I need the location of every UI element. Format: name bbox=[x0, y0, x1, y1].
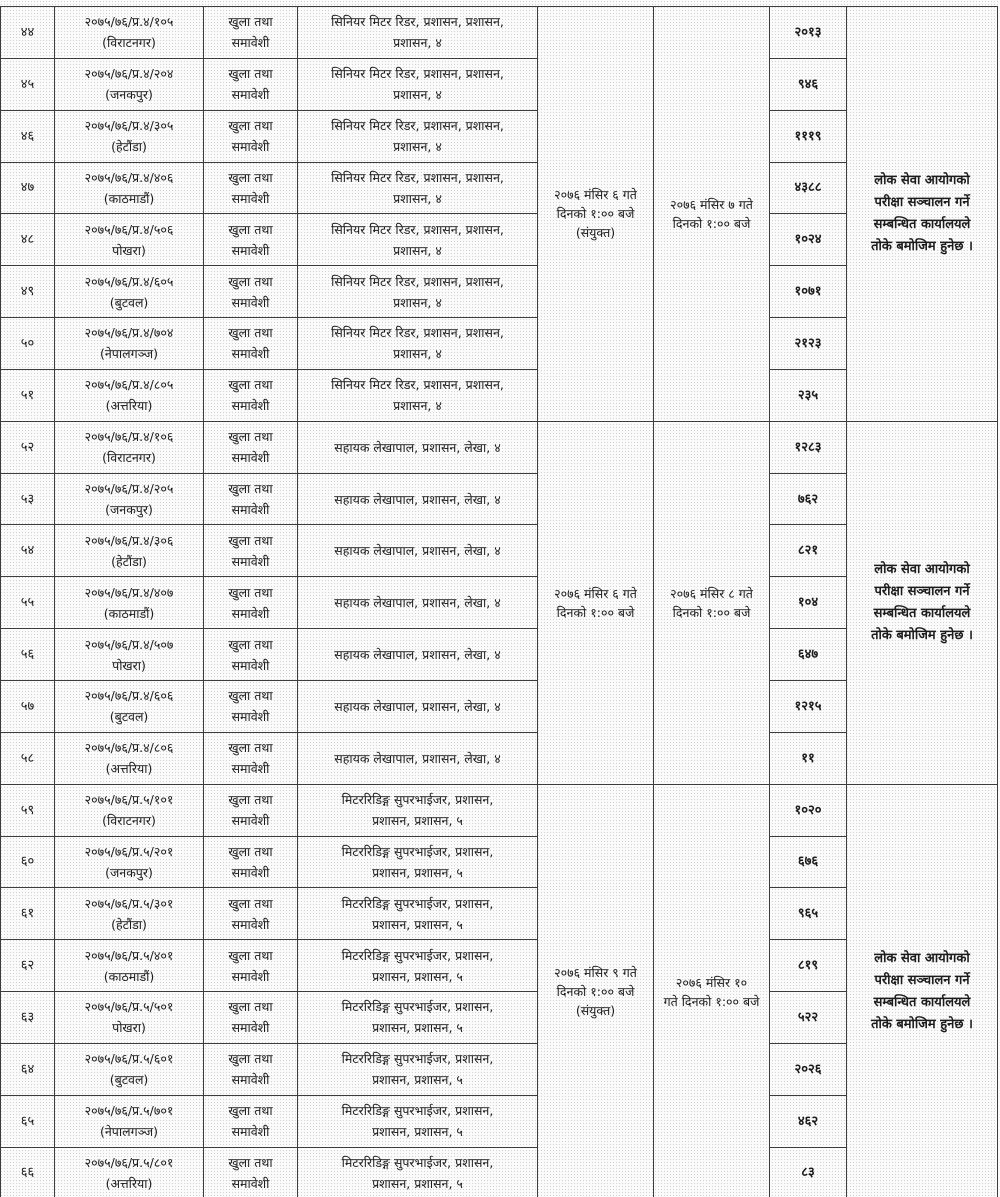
cell-line: समावेशी bbox=[231, 35, 270, 51]
cell-line: (बुटवल) bbox=[109, 709, 149, 725]
applicant-count-cell: ८२१ bbox=[770, 525, 847, 577]
cell-line: २०७५/७६/प्र.५/३०१ bbox=[84, 895, 174, 911]
cell-line: लोक सेवा आयोगको bbox=[874, 561, 970, 577]
cell-line: तोके बमोजिम हुनेछ । bbox=[871, 627, 973, 643]
advertisement-code-cell bbox=[55, 1147, 204, 1197]
cell-line: सम्बन्धित कार्यालयले bbox=[873, 994, 971, 1010]
applicant-count-cell: ४६२ bbox=[770, 1095, 847, 1147]
cell-line: समावेशी bbox=[231, 1124, 270, 1140]
advertisement-code-cell bbox=[55, 784, 204, 836]
cell-line: खुला तथा bbox=[228, 947, 273, 963]
cell-line: २०७५/७६/प्र.५/६०१ bbox=[84, 1051, 174, 1067]
cell-line: सिनियर मिटर रिडर, प्रशासन, प्रशासन, bbox=[331, 221, 504, 237]
cell-line: प्रशासन, ४ bbox=[393, 35, 442, 51]
cell-line: समावेशी bbox=[231, 657, 270, 673]
cell-line: प्रशासन, प्रशासन, ५ bbox=[372, 813, 463, 829]
table-row bbox=[1, 421, 998, 473]
cell-line: २०७५/७६/प्र.४/८०६ bbox=[84, 740, 174, 756]
applicant-count-cell: १०४ bbox=[770, 577, 847, 629]
competition-type-cell bbox=[204, 318, 298, 370]
competition-type-cell bbox=[204, 58, 298, 110]
cell-line: खुला तथा bbox=[228, 377, 273, 393]
competition-type-cell bbox=[204, 940, 298, 992]
cell-line: खुला तथा bbox=[228, 325, 273, 341]
written-exam-date-cell bbox=[538, 7, 654, 422]
cell-line: २०७६ मंसिर ९ गते bbox=[554, 965, 637, 981]
applicant-count-cell: १११९ bbox=[770, 110, 847, 162]
advertisement-code-cell bbox=[55, 421, 204, 473]
cell-line: २०७६ मंसिर १० bbox=[675, 974, 748, 990]
competition-type-cell bbox=[204, 266, 298, 318]
serial-number-cell: ५८ bbox=[1, 732, 55, 784]
cell-line: समावेशी bbox=[231, 553, 270, 569]
cell-line: सहायक लेखापाल, प्रशासन, लेखा, ४ bbox=[334, 595, 501, 611]
cell-line: समावेशी bbox=[231, 450, 270, 466]
cell-line: (विराटनगर) bbox=[102, 35, 156, 51]
cell-line: (जनकपुर) bbox=[105, 502, 153, 518]
cell-line: (विराटनगर) bbox=[102, 813, 156, 829]
cell-line: (संयुक्त) bbox=[575, 225, 616, 241]
post-name-cell bbox=[298, 214, 538, 266]
cell-line: (विराटनगर) bbox=[102, 450, 156, 466]
post-name-cell bbox=[298, 7, 538, 59]
competition-type-cell bbox=[204, 732, 298, 784]
advertisement-code-cell bbox=[55, 525, 204, 577]
advertisement-code-cell bbox=[55, 992, 204, 1044]
cell-line: खुला तथा bbox=[228, 740, 273, 756]
cell-line: २०७६ मंसिर ८ गते bbox=[670, 585, 753, 601]
cell-line: प्रशासन, प्रशासन, ५ bbox=[372, 916, 463, 932]
table-body bbox=[1, 7, 998, 1197]
second-exam-date-cell bbox=[654, 7, 770, 422]
cell-line: २०७५/७६/प्र.४/१०६ bbox=[84, 429, 174, 445]
advertisement-code-cell bbox=[55, 58, 204, 110]
cell-line: मिटररिडिङ्ग सुपरभाईजर, प्रशासन, bbox=[341, 843, 494, 859]
cell-line: मिटररिडिङ्ग सुपरभाईजर, प्रशासन, bbox=[341, 792, 494, 808]
cell-line: (हेटौंडा) bbox=[111, 916, 147, 932]
applicant-count-cell: ६४७ bbox=[770, 629, 847, 681]
serial-number-cell: ५२ bbox=[1, 421, 55, 473]
post-name-cell bbox=[298, 888, 538, 940]
advertisement-code-cell bbox=[55, 266, 204, 318]
post-name-cell bbox=[298, 732, 538, 784]
advertisement-code-cell bbox=[55, 214, 204, 266]
advertisement-code-cell bbox=[55, 577, 204, 629]
post-name-cell bbox=[298, 992, 538, 1044]
cell-line: प्रशासन, ४ bbox=[393, 346, 442, 362]
cell-line: सम्बन्धित कार्यालयले bbox=[873, 605, 971, 621]
cell-line: २०७५/७६/प्र.५/७०१ bbox=[84, 1103, 174, 1119]
cell-line: खुला तथा bbox=[228, 169, 273, 185]
cell-line: सिनियर मिटर रिडर, प्रशासन, प्रशासन, bbox=[331, 377, 504, 393]
post-name-cell bbox=[298, 577, 538, 629]
applicant-count-cell: २०१३ bbox=[770, 7, 847, 59]
exam-schedule-table bbox=[0, 6, 998, 1197]
competition-type-cell bbox=[204, 1043, 298, 1095]
cell-line: समावेशी bbox=[231, 916, 270, 932]
cell-line: प्रशासन, प्रशासन, ५ bbox=[372, 864, 463, 880]
cell-line: समावेशी bbox=[231, 1072, 270, 1088]
cell-line: २०७५/७६/प्र.४/८०५ bbox=[84, 377, 174, 393]
cell-line: (नेपालगञ्ज) bbox=[99, 346, 159, 362]
serial-number-cell: ४८ bbox=[1, 214, 55, 266]
competition-type-cell bbox=[204, 369, 298, 421]
applicant-count-cell: १०२० bbox=[770, 784, 847, 836]
serial-number-cell: ६६ bbox=[1, 1147, 55, 1197]
cell-line: सहायक लेखापाल, प्रशासन, लेखा, ४ bbox=[334, 439, 501, 455]
cell-line: खुला तथा bbox=[228, 792, 273, 808]
cell-line: (नेपालगञ्ज) bbox=[99, 1124, 159, 1140]
post-name-cell bbox=[298, 1147, 538, 1197]
cell-line: समावेशी bbox=[231, 813, 270, 829]
advertisement-code-cell bbox=[55, 940, 204, 992]
table-row bbox=[1, 784, 998, 836]
cell-line: दिनको १:०० बजे bbox=[556, 604, 635, 620]
cell-line: दिनको १:०० बजे bbox=[672, 215, 751, 231]
applicant-count-cell: ६७६ bbox=[770, 836, 847, 888]
serial-number-cell: ५७ bbox=[1, 680, 55, 732]
cell-line: खुला तथा bbox=[228, 584, 273, 600]
cell-line: सम्बन्धित कार्यालयले bbox=[873, 216, 971, 232]
serial-number-cell: ६२ bbox=[1, 940, 55, 992]
cell-line: (हेटौंडा) bbox=[111, 139, 147, 155]
competition-type-cell bbox=[204, 1147, 298, 1197]
post-name-cell bbox=[298, 1043, 538, 1095]
cell-line: समावेशी bbox=[231, 242, 270, 258]
competition-type-cell bbox=[204, 577, 298, 629]
cell-line: २०७५/७६/प्र.५/५०१ bbox=[84, 999, 174, 1015]
advertisement-code-cell bbox=[55, 629, 204, 681]
applicant-count-cell: ७६२ bbox=[770, 473, 847, 525]
cell-line: २०७६ मंसिर ६ गते bbox=[554, 187, 637, 203]
post-name-cell bbox=[298, 266, 538, 318]
cell-line: सहायक लेखापाल, प्रशासन, लेखा, ४ bbox=[334, 698, 501, 714]
cell-line: मिटररिडिङ्ग सुपरभाईजर, प्रशासन, bbox=[341, 1103, 494, 1119]
competition-type-cell bbox=[204, 525, 298, 577]
exam-center-note-cell bbox=[847, 421, 998, 784]
cell-line: खुला तथा bbox=[228, 999, 273, 1015]
competition-type-cell bbox=[204, 1095, 298, 1147]
serial-number-cell: ६४ bbox=[1, 1043, 55, 1095]
cell-line: २०७५/७६/प्र.४/५०६ bbox=[84, 221, 174, 237]
cell-line: (काठमाडौं) bbox=[103, 190, 155, 206]
cell-line: खुला तथा bbox=[228, 688, 273, 704]
cell-line: मिटररिडिङ्ग सुपरभाईजर, प्रशासन, bbox=[341, 1051, 494, 1067]
cell-line: २०७६ मंसिर ७ गते bbox=[670, 196, 753, 212]
cell-line: परीक्षा सञ्चालन गर्ने bbox=[874, 194, 970, 210]
cell-line: (अत्तरिया) bbox=[105, 1175, 153, 1191]
cell-line: समावेशी bbox=[231, 190, 270, 206]
serial-number-cell: ५० bbox=[1, 318, 55, 370]
post-name-cell bbox=[298, 58, 538, 110]
serial-number-cell: ४९ bbox=[1, 266, 55, 318]
post-name-cell bbox=[298, 525, 538, 577]
cell-line: २०७५/७६/प्र.४/६०५ bbox=[84, 273, 174, 289]
cell-line: २०७६ मंसिर ६ गते bbox=[554, 585, 637, 601]
cell-line: प्रशासन, ४ bbox=[393, 242, 442, 258]
cell-line: समावेशी bbox=[231, 346, 270, 362]
cell-line: प्रशासन, ४ bbox=[393, 139, 442, 155]
cell-line: (काठमाडौं) bbox=[103, 605, 155, 621]
cell-line: पोखरा) bbox=[112, 1020, 146, 1036]
cell-line: मिटररिडिङ्ग सुपरभाईजर, प्रशासन, bbox=[341, 947, 494, 963]
cell-line: सहायक लेखापाल, प्रशासन, लेखा, ४ bbox=[334, 647, 501, 663]
cell-line: २०७५/७६/प्र.४/३०६ bbox=[84, 532, 174, 548]
cell-line: प्रशासन, प्रशासन, ५ bbox=[372, 968, 463, 984]
cell-line: सिनियर मिटर रिडर, प्रशासन, प्रशासन, bbox=[331, 14, 504, 30]
cell-line: खुला तथा bbox=[228, 429, 273, 445]
cell-line: (अत्तरिया) bbox=[105, 398, 153, 414]
advertisement-code-cell bbox=[55, 162, 204, 214]
post-name-cell bbox=[298, 318, 538, 370]
cell-line: खुला तथा bbox=[228, 14, 273, 30]
competition-type-cell bbox=[204, 7, 298, 59]
cell-line: २०७५/७६/प्र.४/२०४ bbox=[84, 66, 174, 82]
table-row bbox=[1, 7, 998, 59]
applicant-count-cell: १२८३ bbox=[770, 421, 847, 473]
written-exam-date-cell bbox=[538, 784, 654, 1197]
cell-line: २०७५/७६/प्र.४/७०४ bbox=[84, 325, 174, 341]
cell-line: (जनकपुर) bbox=[105, 864, 153, 880]
competition-type-cell bbox=[204, 629, 298, 681]
cell-line: प्रशासन, प्रशासन, ५ bbox=[372, 1124, 463, 1140]
cell-line: खुला तथा bbox=[228, 843, 273, 859]
cell-line: २०७५/७६/प्र.४/३०५ bbox=[84, 118, 174, 134]
serial-number-cell: ६१ bbox=[1, 888, 55, 940]
applicant-count-cell: २१२३ bbox=[770, 318, 847, 370]
cell-line: प्रशासन, प्रशासन, ५ bbox=[372, 1175, 463, 1191]
cell-line: मिटररिडिङ्ग सुपरभाईजर, प्रशासन, bbox=[341, 999, 494, 1015]
cell-line: मिटररिडिङ्ग सुपरभाईजर, प्रशासन, bbox=[341, 1154, 494, 1170]
applicant-count-cell: ११ bbox=[770, 732, 847, 784]
cell-line: पोखरा) bbox=[112, 657, 146, 673]
cell-line: समावेशी bbox=[231, 968, 270, 984]
applicant-count-cell: ८३ bbox=[770, 1147, 847, 1197]
competition-type-cell bbox=[204, 888, 298, 940]
cell-line: २०७५/७६/प्र.४/६०६ bbox=[84, 688, 174, 704]
cell-line: खुला तथा bbox=[228, 1051, 273, 1067]
cell-line: खुला तथा bbox=[228, 1154, 273, 1170]
advertisement-code-cell bbox=[55, 836, 204, 888]
competition-type-cell bbox=[204, 680, 298, 732]
cell-line: (काठमाडौं) bbox=[103, 968, 155, 984]
serial-number-cell: ५३ bbox=[1, 473, 55, 525]
cell-line: सिनियर मिटर रिडर, प्रशासन, प्रशासन, bbox=[331, 118, 504, 134]
cell-line: तोके बमोजिम हुनेछ । bbox=[871, 238, 973, 254]
post-name-cell bbox=[298, 680, 538, 732]
cell-line: खुला तथा bbox=[228, 118, 273, 134]
cell-line: समावेशी bbox=[231, 139, 270, 155]
competition-type-cell bbox=[204, 784, 298, 836]
advertisement-code-cell bbox=[55, 1095, 204, 1147]
cell-line: समावेशी bbox=[231, 709, 270, 725]
cell-line: २०७५/७६/प्र.४/५०७ bbox=[84, 636, 174, 652]
cell-line: दिनको १:०० बजे bbox=[672, 604, 751, 620]
cell-line: २०७५/७६/प्र.४/२०५ bbox=[84, 481, 174, 497]
serial-number-cell: ५९ bbox=[1, 784, 55, 836]
serial-number-cell: ५६ bbox=[1, 629, 55, 681]
cell-line: समावेशी bbox=[231, 294, 270, 310]
advertisement-code-cell bbox=[55, 888, 204, 940]
cell-line: २०७५/७६/प्र.४/४०६ bbox=[84, 169, 174, 185]
applicant-count-cell: ५२२ bbox=[770, 992, 847, 1044]
competition-type-cell bbox=[204, 162, 298, 214]
cell-line: खुला तथा bbox=[228, 481, 273, 497]
serial-number-cell: ६० bbox=[1, 836, 55, 888]
cell-line: (अत्तरिया) bbox=[105, 761, 153, 777]
applicant-count-cell: २३५ bbox=[770, 369, 847, 421]
written-exam-date-cell bbox=[538, 421, 654, 784]
serial-number-cell: ४७ bbox=[1, 162, 55, 214]
cell-line: दिनको १:०० बजे bbox=[556, 984, 635, 1000]
cell-line: सहायक लेखापाल, प्रशासन, लेखा, ४ bbox=[334, 491, 501, 507]
cell-line: (बुटवल) bbox=[109, 294, 149, 310]
cell-line: खुला तथा bbox=[228, 66, 273, 82]
cell-line: समावेशी bbox=[231, 605, 270, 621]
serial-number-cell: ४५ bbox=[1, 58, 55, 110]
cell-line: प्रशासन, ४ bbox=[393, 398, 442, 414]
advertisement-code-cell bbox=[55, 369, 204, 421]
advertisement-code-cell bbox=[55, 110, 204, 162]
serial-number-cell: ४४ bbox=[1, 7, 55, 59]
cell-line: समावेशी bbox=[231, 1175, 270, 1191]
advertisement-code-cell bbox=[55, 318, 204, 370]
cell-line: दिनको १:०० बजे bbox=[556, 206, 635, 222]
cell-line: खुला तथा bbox=[228, 636, 273, 652]
cell-line: समावेशी bbox=[231, 864, 270, 880]
cell-line: सहायक लेखापाल, प्रशासन, लेखा, ४ bbox=[334, 543, 501, 559]
cell-line: २०७५/७६/प्र.४/४०७ bbox=[84, 584, 174, 600]
serial-number-cell: ४६ bbox=[1, 110, 55, 162]
cell-line: समावेशी bbox=[231, 1020, 270, 1036]
post-name-cell bbox=[298, 940, 538, 992]
competition-type-cell bbox=[204, 214, 298, 266]
serial-number-cell: ६५ bbox=[1, 1095, 55, 1147]
exam-center-note-cell bbox=[847, 784, 998, 1197]
serial-number-cell: ५५ bbox=[1, 577, 55, 629]
cell-line: खुला तथा bbox=[228, 895, 273, 911]
second-exam-date-cell bbox=[654, 421, 770, 784]
cell-line: २०७५/७६/प्र.५/२०१ bbox=[84, 843, 174, 859]
applicant-count-cell: २०२६ bbox=[770, 1043, 847, 1095]
post-name-cell bbox=[298, 369, 538, 421]
cell-line: सिनियर मिटर रिडर, प्रशासन, प्रशासन, bbox=[331, 66, 504, 82]
cell-line: पोखरा) bbox=[112, 242, 146, 258]
cell-line: २०७५/७६/प्र.५/४०१ bbox=[84, 947, 174, 963]
cell-line: परीक्षा सञ्चालन गर्ने bbox=[874, 972, 970, 988]
cell-line: समावेशी bbox=[231, 398, 270, 414]
cell-line: प्रशासन, प्रशासन, ५ bbox=[372, 1072, 463, 1088]
competition-type-cell bbox=[204, 110, 298, 162]
cell-line: खुला तथा bbox=[228, 273, 273, 289]
cell-line: लोक सेवा आयोगको bbox=[874, 172, 970, 188]
post-name-cell bbox=[298, 473, 538, 525]
cell-line: प्रशासन, ४ bbox=[393, 87, 442, 103]
applicant-count-cell: ९४६ bbox=[770, 58, 847, 110]
cell-line: समावेशी bbox=[231, 761, 270, 777]
applicant-count-cell: ९६५ bbox=[770, 888, 847, 940]
cell-line: २०७५/७६/प्र.५/८०१ bbox=[84, 1154, 174, 1170]
advertisement-code-cell bbox=[55, 1043, 204, 1095]
cell-line: गते दिनको १:०० बजे bbox=[663, 993, 760, 1009]
cell-line: परीक्षा सञ्चालन गर्ने bbox=[874, 583, 970, 599]
cell-line: (बुटवल) bbox=[109, 1072, 149, 1088]
competition-type-cell bbox=[204, 992, 298, 1044]
cell-line: सहायक लेखापाल, प्रशासन, लेखा, ४ bbox=[334, 750, 501, 766]
cell-line: तोके बमोजिम हुनेछ । bbox=[871, 1016, 973, 1032]
cell-line: प्रशासन, ४ bbox=[393, 190, 442, 206]
cell-line: लोक सेवा आयोगको bbox=[874, 950, 970, 966]
cell-line: प्रशासन, ४ bbox=[393, 294, 442, 310]
advertisement-code-cell bbox=[55, 732, 204, 784]
cell-line: २०७५/७६/प्र.५/१०१ bbox=[84, 792, 174, 808]
cell-line: (जनकपुर) bbox=[105, 87, 153, 103]
cell-line: मिटररिडिङ्ग सुपरभाईजर, प्रशासन, bbox=[341, 895, 494, 911]
advertisement-code-cell bbox=[55, 7, 204, 59]
applicant-count-cell: १०७१ bbox=[770, 266, 847, 318]
cell-line: (संयुक्त) bbox=[575, 1003, 616, 1019]
applicant-count-cell: १२१५ bbox=[770, 680, 847, 732]
cell-line: खुला तथा bbox=[228, 532, 273, 548]
cell-line: २०७५/७६/प्र.४/१०५ bbox=[84, 14, 174, 30]
serial-number-cell: ६३ bbox=[1, 992, 55, 1044]
post-name-cell bbox=[298, 836, 538, 888]
post-name-cell bbox=[298, 784, 538, 836]
cell-line: सिनियर मिटर रिडर, प्रशासन, प्रशासन, bbox=[331, 169, 504, 185]
advertisement-code-cell bbox=[55, 473, 204, 525]
serial-number-cell: ५१ bbox=[1, 369, 55, 421]
serial-number-cell: ५४ bbox=[1, 525, 55, 577]
cell-line: (हेटौंडा) bbox=[111, 553, 147, 569]
post-name-cell bbox=[298, 629, 538, 681]
cell-line: समावेशी bbox=[231, 502, 270, 518]
post-name-cell bbox=[298, 1095, 538, 1147]
cell-line: सिनियर मिटर रिडर, प्रशासन, प्रशासन, bbox=[331, 273, 504, 289]
second-exam-date-cell bbox=[654, 784, 770, 1197]
applicant-count-cell: ८१९ bbox=[770, 940, 847, 992]
advertisement-code-cell bbox=[55, 680, 204, 732]
cell-line: खुला तथा bbox=[228, 1103, 273, 1119]
post-name-cell bbox=[298, 421, 538, 473]
competition-type-cell bbox=[204, 473, 298, 525]
exam-center-note-cell bbox=[847, 7, 998, 422]
cell-line: प्रशासन, प्रशासन, ५ bbox=[372, 1020, 463, 1036]
competition-type-cell bbox=[204, 836, 298, 888]
post-name-cell bbox=[298, 110, 538, 162]
post-name-cell bbox=[298, 162, 538, 214]
applicant-count-cell: ४३८८ bbox=[770, 162, 847, 214]
cell-line: समावेशी bbox=[231, 87, 270, 103]
cell-line: खुला तथा bbox=[228, 221, 273, 237]
applicant-count-cell: १०२४ bbox=[770, 214, 847, 266]
cell-line: सिनियर मिटर रिडर, प्रशासन, प्रशासन, bbox=[331, 325, 504, 341]
competition-type-cell bbox=[204, 421, 298, 473]
